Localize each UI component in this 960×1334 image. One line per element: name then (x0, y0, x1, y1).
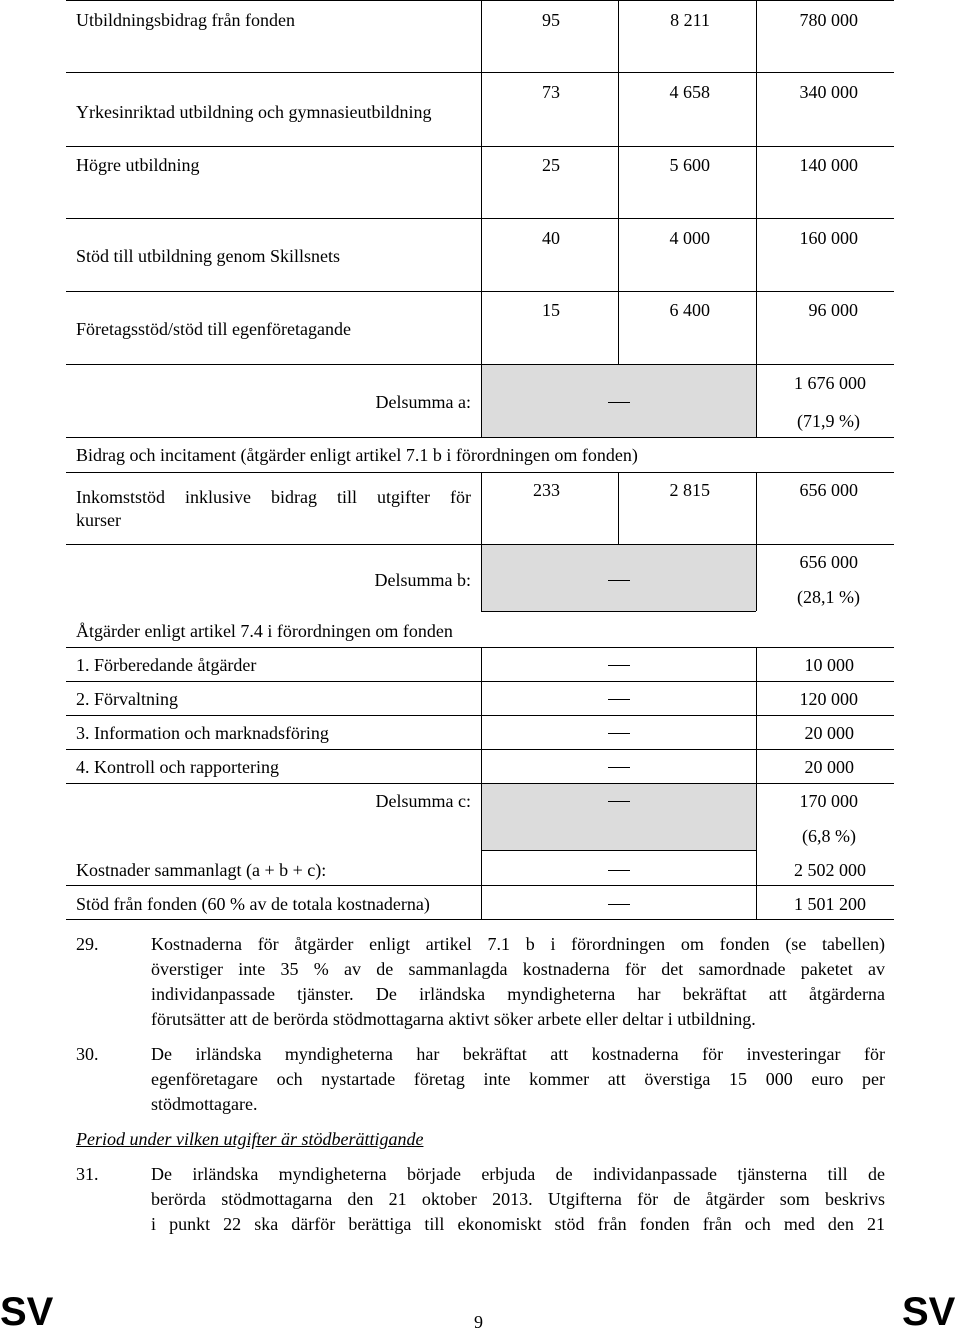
row-unit: 5 600 (669, 155, 710, 175)
row-total: 656 000 (799, 480, 858, 500)
row-total: 340 000 (799, 82, 858, 102)
shaded-cell-b (481, 545, 756, 611)
subtotal-b-value: 656 000 (799, 552, 858, 572)
row-label: Stöd till utbildning genom Skillsnets (76, 246, 341, 266)
dash (608, 801, 630, 802)
subtotal-a-label: Delsumma a: (375, 392, 471, 412)
subtotal-c-value: 170 000 (799, 791, 858, 811)
fund-support-value: 1 501 200 (794, 894, 866, 914)
item-value: 20 000 (804, 723, 854, 743)
item-label: 1. Förberedande åtgärder (76, 655, 257, 675)
section-heading: Period under vilken utgifter är stödberättigande (76, 1129, 424, 1149)
paragraph-number: 29. (76, 934, 99, 954)
dash (608, 402, 630, 403)
row-unit: 6 400 (669, 300, 710, 320)
section-b-row-label: Inkomststöd inklusive bidrag till utgifter för (76, 487, 471, 507)
row-label: Utbildningsbidrag från fonden (76, 10, 295, 30)
subtotal-c-percent: (6,8 %) (802, 826, 856, 846)
row-count: 73 (542, 82, 560, 102)
total-costs-value: 2 502 000 (794, 860, 866, 880)
paragraph-line: berörda stödmottagarna den 21 oktober 2013. Utgifterna för de åtgärder som beskrivs (151, 1189, 885, 1209)
item-label: 4. Kontroll och rapportering (76, 757, 279, 777)
dash (608, 870, 630, 871)
paragraph-line: förutsätter att de berörda stödmottagarna aktivt söker arbete eller deltar i utbildning. (151, 1009, 756, 1029)
item-label: 2. Förvaltning (76, 689, 178, 709)
item-value: 10 000 (804, 655, 854, 675)
subtotal-b-percent: (28,1 %) (797, 587, 860, 607)
subtotal-b-label: Delsumma b: (374, 570, 471, 590)
footer-language-right: SV (902, 1290, 956, 1334)
row-unit: 2 815 (669, 480, 710, 500)
shaded-cell-a (481, 365, 756, 437)
paragraph-line: egenföretagare och nystartade företag inte kommer att överstiga 15 000 euro per (151, 1069, 885, 1089)
dash (608, 767, 630, 768)
paragraph-31 (151, 1162, 885, 1237)
row-unit: 4 658 (669, 82, 710, 102)
section-c-heading: Åtgärder enligt artikel 7.4 i förordningen om fonden (76, 621, 453, 641)
row-count: 15 (542, 300, 560, 320)
paragraph-number: 30. (76, 1044, 99, 1064)
dash (608, 733, 630, 734)
row-count: 233 (533, 480, 560, 500)
dash (608, 665, 630, 666)
total-costs-label: Kostnader sammanlagt (a + b + c): (76, 860, 327, 880)
row-count: 95 (542, 10, 560, 30)
paragraph-30 (151, 1042, 885, 1117)
paragraph-number: 31. (76, 1164, 99, 1184)
item-value: 20 000 (804, 757, 854, 777)
dash (608, 699, 630, 700)
item-label: 3. Information och marknadsföring (76, 723, 329, 743)
row-total: 780 000 (799, 10, 858, 30)
paragraph-line: i punkt 22 ska därför berättiga till ekonomiskt stöd från fonden från och med den 21 (151, 1214, 885, 1234)
paragraph-line: individanpassade tjänster. De irländska myndigheterna har bekräftat att åtgärderna (151, 984, 885, 1004)
row-total: 160 000 (799, 228, 858, 248)
paragraph-line: De irländska myndigheterna började erbjuda de individanpassade tjänsterna till de (151, 1164, 885, 1184)
paragraph-line: Kostnaderna för åtgärder enligt artikel 7.1 b i förordningen om fonden (se tabellen) (151, 934, 885, 954)
paragraph-29 (151, 932, 885, 1032)
row-unit: 4 000 (669, 228, 710, 248)
section-b-row-label-cont: kurser (76, 510, 121, 530)
row-label: Högre utbildning (76, 155, 200, 175)
footer-language-left: SV (0, 1290, 54, 1334)
row-total: 96 000 (808, 300, 858, 320)
row-label: Yrkesinriktad utbildning och gymnasieutbildning (76, 102, 432, 122)
row-unit: 8 211 (670, 10, 710, 30)
subtotal-a-percent: (71,9 %) (797, 411, 860, 431)
dash (608, 580, 630, 581)
paragraph-line: överstiger inte 35 % av de sammanlagda kostnaderna för det samordnade paketet av (151, 959, 885, 979)
paragraph-line: stödmottagare. (151, 1094, 258, 1114)
row-count: 40 (542, 228, 560, 248)
section-b-heading: Bidrag och incitament (åtgärder enligt artikel 7.1 b i förordningen om fonden) (76, 445, 638, 465)
item-value: 120 000 (799, 689, 858, 709)
page-number: 9 (474, 1312, 483, 1332)
dash (608, 904, 630, 905)
paragraph-line: De irländska myndigheterna har bekräftat att kostnaderna för investeringar för (151, 1044, 885, 1064)
subtotal-c-label: Delsumma c: (375, 791, 471, 811)
row-label: Företagsstöd/stöd till egenföretagande (76, 319, 351, 339)
row-total: 140 000 (799, 155, 858, 175)
shaded-cell-c (481, 784, 756, 850)
fund-support-label: Stöd från fonden (60 % av de totala kostnaderna) (76, 894, 430, 914)
row-count: 25 (542, 155, 560, 175)
subtotal-a-value: 1 676 000 (794, 373, 866, 393)
